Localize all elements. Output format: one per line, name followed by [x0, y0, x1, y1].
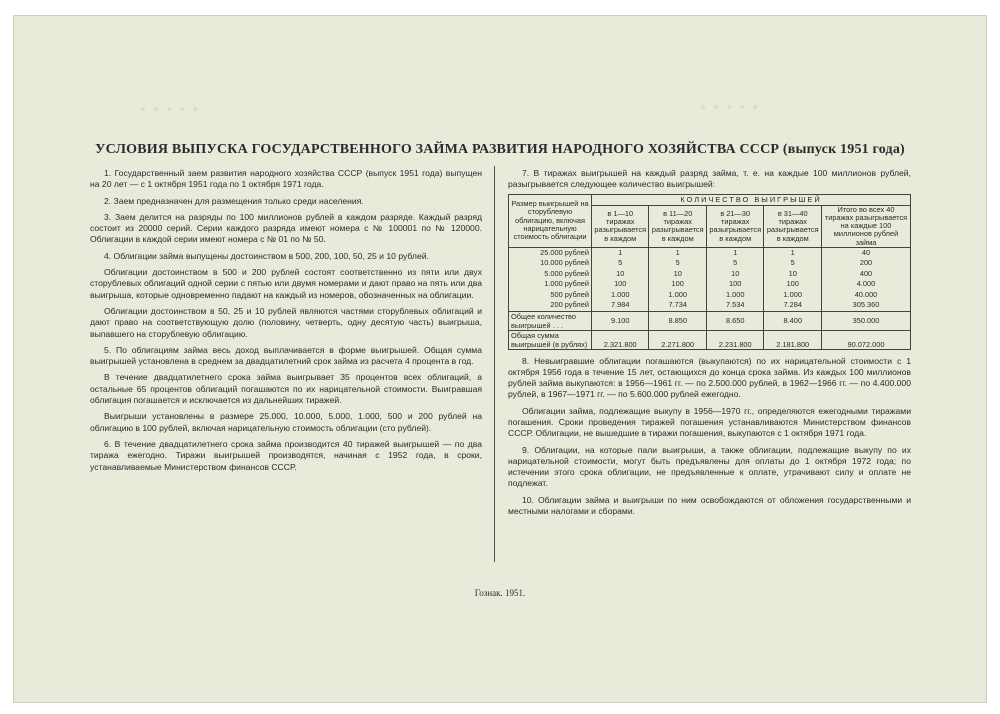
counts-draws-11-20: 1 5 10 100 1.000 7.734 [649, 248, 707, 311]
printer-imprint: Гознак. 1951. [474, 588, 526, 598]
column-divider [494, 166, 495, 562]
show-through-ghost: . . . . . [140, 88, 199, 117]
counts-total: 40 200 400 4.000 40.000 305.360 [822, 248, 911, 311]
total-count-value: 9.100 [592, 311, 649, 330]
col-header-total: Итого во всех 40 тиражах разыгрывается на каждые 100 миллионов рублей займа [822, 205, 911, 247]
clause-5-part-3: Выигрыши установлены в размере 25.000, 10.000, 5.000, 1.000, 500 и 200 рублей на облигацию в 100 рублей, включая нарицательную стоимость облигации (сто рублей). [90, 411, 482, 433]
total-count-value: 8.650 [706, 311, 764, 330]
counts-draws-1-10: 1 5 10 100 1.000 7.984 [592, 248, 649, 311]
prize-sizes: 25.000 рублей 10.000 рублей 5.000 рублей 1.000 рублей 500 рублей 200 рублей [509, 248, 592, 311]
conditions-right-column [508, 168, 911, 522]
clause-4-part-3: Облигации достоинством в 50, 25 и 10 рублей являются частями сторублевых облигаций и дают право на соответствующую долю (половину, четверть, одну десятую часть) выигрыша, выпавшего на сторублевую облигацию. [90, 305, 482, 339]
col-header-draws-1-10: в 1—10 тиражах разыгрывается в каждом [592, 205, 649, 247]
clause-7: 7. В тиражах выигрышей на каждый разряд займа, т. е. на каждые 100 миллионов рублей, разыгрывается следующее количество выигрышей: [508, 168, 911, 190]
col-header-draws-21-30: в 21—30 тиражах разыгрывается в каждом [706, 205, 764, 247]
total-count-value: 8.400 [764, 311, 822, 330]
total-sum-label: Общая сумма выигрышей (в рублях) [509, 330, 592, 349]
clause-6: 6. В течение двадцатилетнего срока займа производится 40 тиражей выигрышей — по два тиража ежегодно. Тиражи выигрышей производятся, начиная с 1952 года, в сроки, устанавливаемые Министерством финансов СССР. [90, 438, 482, 472]
total-count-value: 8.850 [649, 311, 707, 330]
col-header-draws-11-20: в 11—20 тиражах разыгрывается в каждом [649, 205, 707, 247]
total-count-value: 350.000 [822, 311, 911, 330]
prize-table [508, 194, 911, 350]
prize-size-header: Размер выигрышей на сторублевую облигацию, включая нарицательную стоимость облигации [509, 194, 592, 247]
prize-count-header: КОЛИЧЕСТВО ВЫИГРЫШЕЙ [592, 194, 911, 205]
clause-10: 10. Облигации займа и выигрыши по ним освобождаются от обложения государственными и местными налогами и сборами. [508, 494, 911, 517]
clause-2: 2. Заем предназначен для размещения только среди населения. [104, 195, 364, 206]
conditions-left-column [90, 168, 482, 478]
clause-5-part-2: В течение двадцатилетнего срока займа выигрывает 35 процентов всех облигаций, а остальные 65 процентов облигаций погашаются по их нарицательной стоимости. Выигравшая облигация погашается и исключается из дальнейших тиражей. [90, 372, 482, 406]
clause-1: 1. Государственный заем развития народного хозяйства СССР (выпуск 1951 года) выпущен на 20 лет — с 1 октября 1951 года по 1 октября 1971 года. [90, 168, 482, 190]
clause-9: 9. Облигации, на которые пали выигрыши, а также облигации, подлежащие выкупу по их нарицательной стоимости, могут быть предъявлены для оплаты до 1 октября 1972 года; по истечении этого срока облигации, не предъявленные к оплате, утрачивают силу и оплате не подлежат. [508, 444, 911, 489]
total-sum-value: 2.181.800 [764, 330, 822, 349]
clause-3: 3. Заем делится на разряды по 100 миллионов рублей в каждом разряде. Каждый разряд состоит из 20000 серий. Серии каждого разряда имеют номера с № 100001 по № 120000. Облигации в каждой серии имеют номера с № 01 по № 50. [90, 211, 482, 245]
clause-8-part-2: Облигации займа, подлежащие выкупу в 1956—1970 гг., определяются ежегодными тиражами погашения. Сроки проведения тиражей погашения устанавливаются Министерством финансов СССР. Облигации, не вышедшие в тиражи погашения, выкупаются с 1 октября 1971 года. [508, 405, 911, 439]
clause-8: 8. Невыигравшие облигации погашаются (выкупаются) по их нарицательной стоимости с 1 октября 1956 года в течение 15 лет, остающихся до конца срока займа. Из каждых 100 миллионов рублей займа выкупаются: в 1956—1961 гг. — по 2.500.000 рублей, в 1962—1966 гг. — по 4.400.000 рублей, в 1967—1971 гг. — по 5.600.000 рублей ежегодно. [508, 355, 911, 400]
clause-5: 5. По облигациям займа весь доход выплачивается в форме выигрышей. Общая сумма выигрышей установлена в среднем за двадцатилетний срок займа из расчета 4 процента в год. [90, 344, 482, 367]
col-header-draws-31-40: в 31—40 тиражах разыгрывается в каждом [764, 205, 822, 247]
counts-draws-21-30: 1 5 10 100 1.000 7.534 [706, 248, 764, 311]
clause-4: 4. Облигации займа выпущены достоинством в 500, 200, 100, 50, 25 и 10 рублей. [104, 250, 429, 261]
counts-draws-31-40: 1 5 10 100 1.000 7.284 [764, 248, 822, 311]
total-sum-value: 2.271.800 [649, 330, 707, 349]
clause-4-part-2: Облигации достоинством в 500 и 200 рублей состоят соответственно из пяти или двух сторублевых облигаций одной серии с пятью или двумя номерами и дают право на пять или два выигрыша, которые одновременно падают на каждый из номеров, обозначенных на облигации. [90, 267, 482, 300]
document-title: УСЛОВИЯ ВЫПУСКА ГОСУДАРСТВЕННОГО ЗАЙМА РАЗВИТИЯ НАРОДНОГО ХОЗЯЙСТВА СССР (выпуск 1951 года) [95, 142, 905, 157]
total-sum-value: 2.321.800 [592, 330, 649, 349]
show-through-ghost: . . . . . [700, 86, 759, 115]
total-sum-value: 90.072.000 [822, 330, 911, 349]
total-count-label: Общее количество выигрышей . . . [509, 311, 592, 330]
total-sum-value: 2.231.800 [706, 330, 764, 349]
